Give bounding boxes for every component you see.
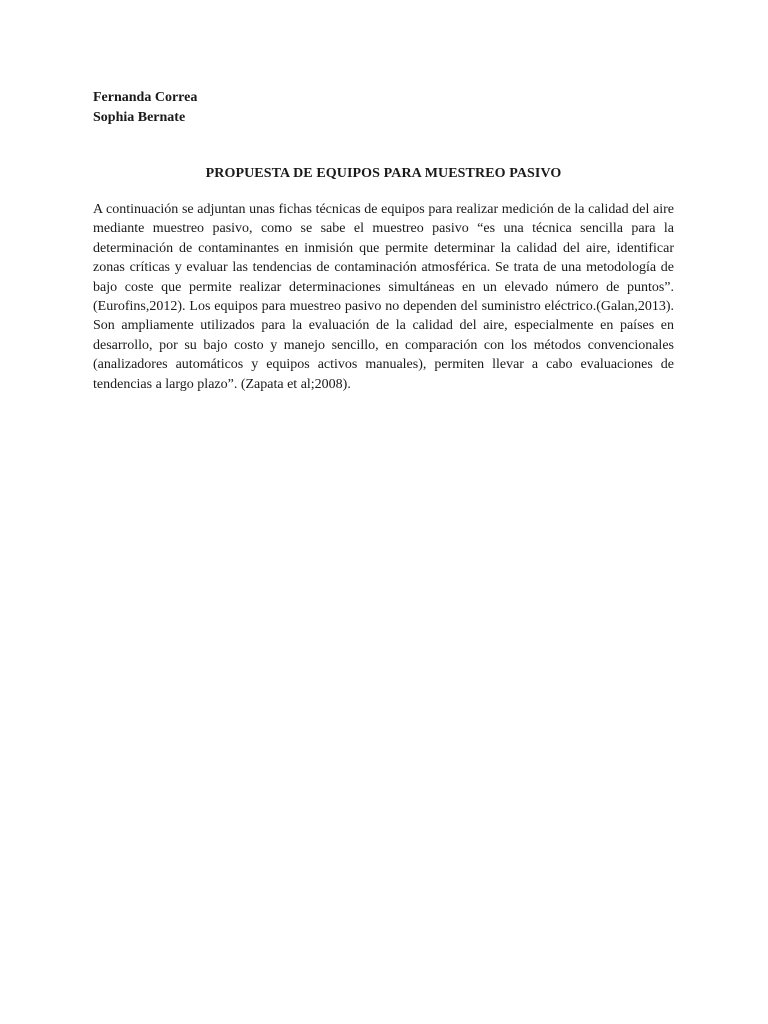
body-paragraph: A continuación se adjuntan unas fichas técnicas de equipos para realizar medición de la calidad del aire mediante muestreo pasivo, como se sabe el muestreo pasivo “es una técnica sencilla para la determinación de contaminantes en inmisión que permite determinar la calidad del aire, identificar zonas críticas y evaluar las tendencias de contaminación atmosférica. Se trata de una metodología de bajo coste que permite realizar determinaciones simultáneas en un elevado número de puntos”.(Eurofins,2012). Los equipos para muestreo pasivo no dependen del suministro eléctrico.(Galan,2013). Son ampliamente utilizados para la evaluación de la calidad del aire, especialmente en países en desarrollo, por su bajo costo y manejo sencillo, en comparación con los métodos convencionales (analizadores automáticos y equipos activos manuales), permiten llevar a cabo evaluaciones de tendencias a largo plazo”. (Zapata et al;2008). <box>93 202 674 392</box>
author-block <box>93 88 674 128</box>
document-title: PROPUESTA DE EQUIPOS PARA MUESTREO PASIVO <box>205 166 562 181</box>
author-name: Sophia Bernate <box>93 110 186 125</box>
author-name: Fernanda Correa <box>93 90 198 105</box>
